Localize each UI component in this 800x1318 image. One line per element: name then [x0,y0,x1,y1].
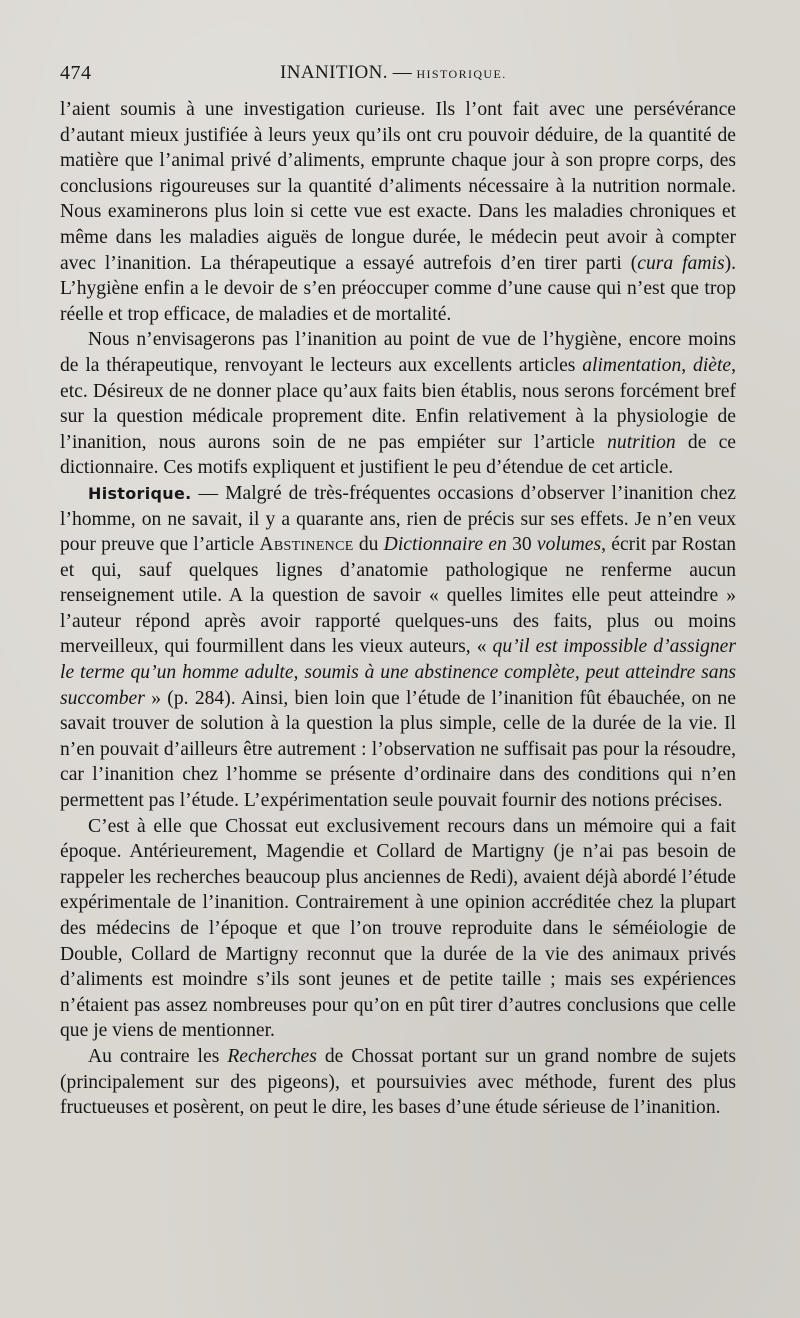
running-header [60,62,736,86]
quotation: qu’il est impossible d’assigner le terme qu’un homme adulte, soumis à une abstinence complète, peut atteindre sans succomber [60,636,737,709]
paragraph-4: C’est à elle que Chossat eut exclusivement recours dans un mémoire qui a fait époque. Antérieurement, Magendie et Collard de Martigny (je n’ai pas besoin de rappeler les recherches beaucoup plus anciennes de Redi), avaient déjà abordé l’étude expérimentale de l’inanition. Contrairement à une opinion accréditée chez la plupart des médecins de l’époque et que l’on trouve reproduite dans le séméiologie de Double, Collard de Martigny reconnut que la durée de la vie des animaux privés d’aliments est moindre s’ils sont jeunes et de petite taille ; mais ses expériences n’étaient pas assez nombreuses pour qu’on en pût tirer d’autres conclusions que celle que je viens de mentionner. [60,815,736,1042]
paragraph-historique: Historique. — Malgré de très-fréquentes occasions d’observer l’inanition chez l’homme, on ne savait, il y a quarante ans, rien de précis sur ses effets. Je n’en veux pour preuve que l’article Abstinence du Dictionnaire en 30 volumes, écrit par Rostan et qui, sauf quelques lignes d’anatomie pathologique ne renferme aucun renseignement utile. A la question de savoir « quelles limites elle peut atteindre » l’auteur répond après avoir rapporté quelques-uns des faits, plus ou moins merveilleux, qui fourmillent dans les vieux auteurs, « qu’il est impossible d’assigner le terme qu’un homme adulte, soumis à une abstinence complète, peut atteindre sans succomber » (p. 284). Ainsi, bien loin que l’étude de l’inanition fût ébauchée, on ne savait trouver de solution à la question la plus simple, celle de la durée de la vie. Il n’en pouvait d’ailleurs être autrement : l’observation ne suffisait pas pour la résoudre, car l’inanition chez l’homme se présente d’ordinaire dans des conditions qui n’en permettent pas l’étude. L’expérimentation seule pouvait fournir des notions précises. [60,482,737,812]
body-text [60,97,736,1121]
paragraph-1: l’aient soumis à une investigation curieuse. Ils l’ont fait avec une persévérance d’autant mieux justifiée à leurs yeux qu’ils ont cru pouvoir déduire, de la quantité de matière que l’animal privé d’aliments, emprunte chaque jour à son propre corps, des conclusions rigoureuses sur la quantité d’aliments nécessaire à la nutrition normale. Nous examinerons plus loin si cette vue est exacte. Dans les maladies chroniques et même dans les maladies aiguës de longue durée, le médecin peut avoir à compter avec l’inanition. La thérapeutique a essayé autrefois d’en tirer parti (cura famis). L’hygiène enfin a le devoir de s’en préoccuper comme d’une cause qui n’est que trop réelle et trop efficace, de maladies et de mortalité. [60,99,737,325]
running-title-main: INANITION. [280,62,388,83]
running-title-separator: — [387,62,417,83]
paragraph-5: Au contraire les Recherches de Chossat portant sur un grand nombre de sujets (principalement sur des pigeons), et poursuivies avec méthode, furent des plus fructueuses et posèrent, on peut le dire, les bases d’une étude sérieuse de l’inanition. [60,1045,736,1119]
paragraph-2: Nous n’envisagerons pas l’inanition au point de vue de l’hygiène, encore moins de la thérapeutique, renvoyant le lecteurs aux excellents articles alimentation, diète, etc. Désireux de ne donner place qu’aux faits bien établis, nous serons forcément bref sur la question médicale proprement dite. Enfin relativement à la physiologie de l’inanition, nous aurons soin de ne pas empiéter sur l’article nutrition de ce dictionnaire. Ces motifs expliquent et justifient le peu d’étendue de cet article. [60,329,737,479]
cura-famis-term: cura famis [637,252,725,274]
page-number: 474 [60,62,92,84]
abstinence-reference: Abstinence [259,534,354,556]
running-title-section: HISTORIQUE. [416,67,507,81]
section-heading-historique: Historique. [88,483,192,503]
running-title [280,62,507,84]
